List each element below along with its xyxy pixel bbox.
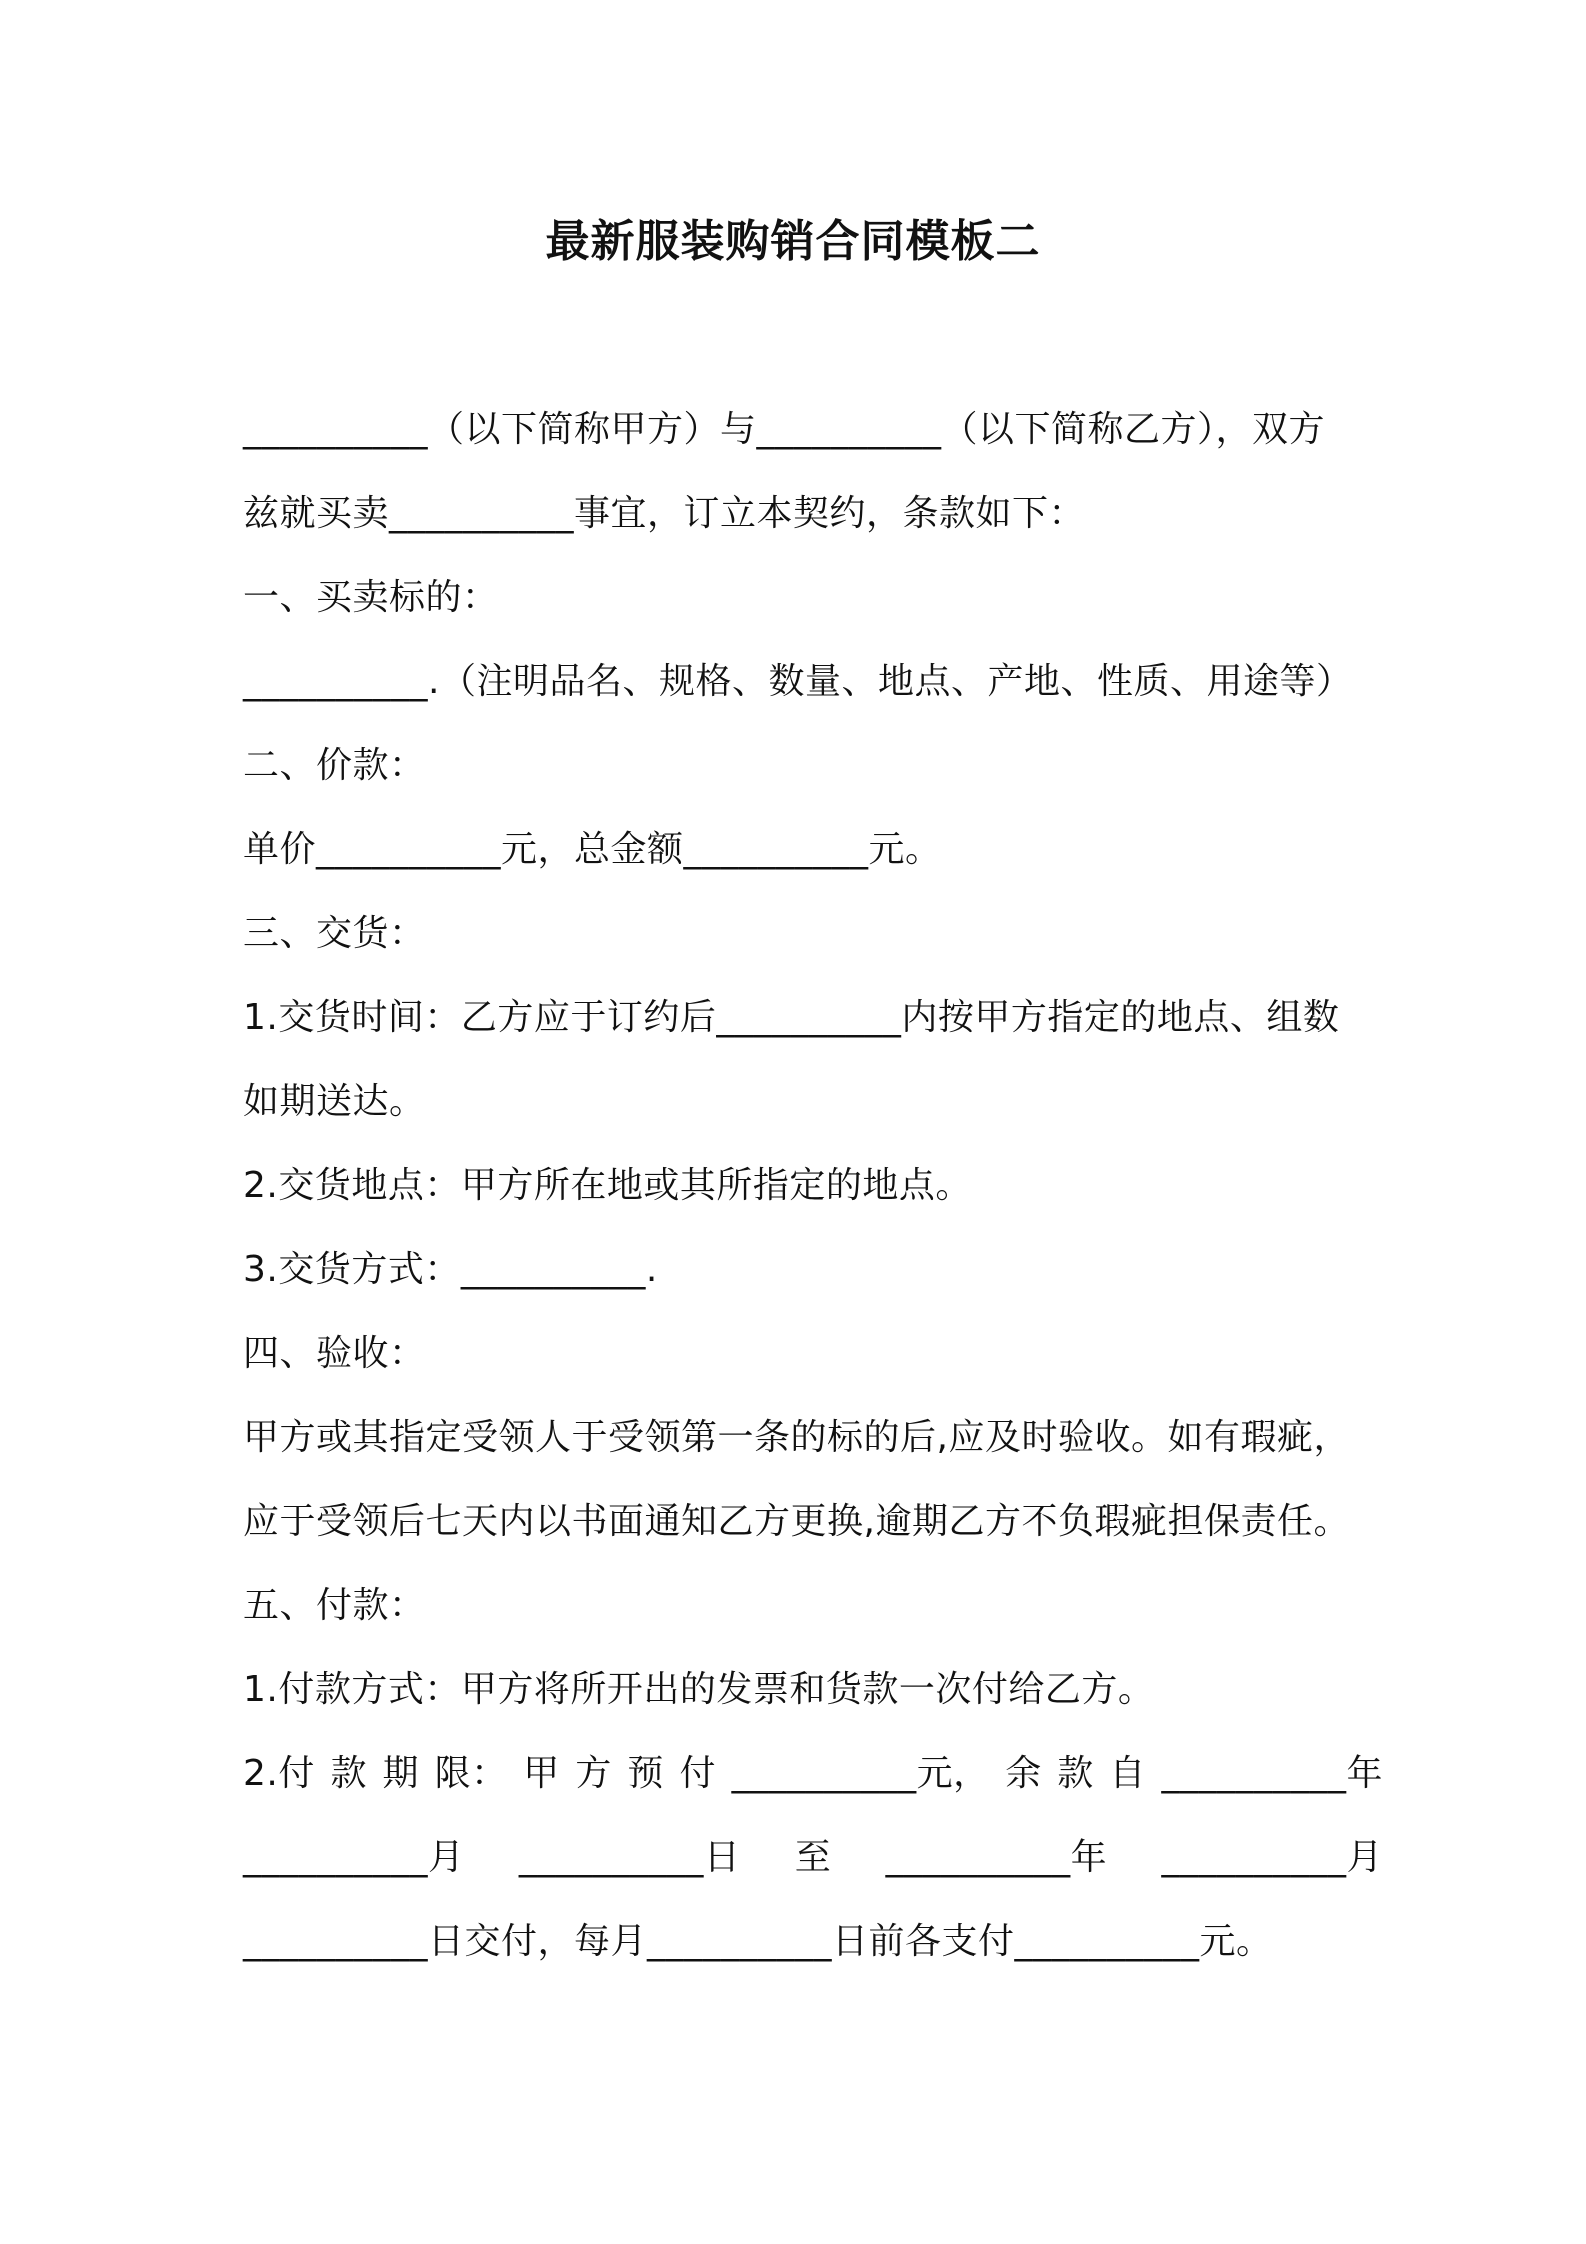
section-heading-inspection: 四、验收：: [243, 1333, 426, 1374]
document-title: 最新服装购销合同模板二: [545, 216, 1041, 267]
payment-term-segment: __________月: [1161, 1837, 1383, 1878]
payment-term-segment: 余: [1005, 1753, 1042, 1794]
payment-term-segment: 款: [330, 1753, 367, 1794]
paragraph-intro-line-2: 兹就买卖__________事宜，订立本契约，条款如下：: [243, 493, 1086, 534]
payment-term-segment: 至: [794, 1837, 832, 1878]
delivery-time-line-2: 如期送达。: [243, 1081, 426, 1122]
paragraph-intro-line-1: __________（以下简称甲方）与__________（以下简称乙方），双方: [243, 409, 1326, 450]
payment-term-segment: __________日: [518, 1837, 741, 1878]
delivery-time-line-1: 1.交货时间：乙方应于订约后__________内按甲方指定的地点、组数: [243, 997, 1340, 1038]
payment-term-segment: 限：: [434, 1753, 508, 1794]
payment-term-segment: 方: [575, 1753, 612, 1794]
payment-method-line: 1.付款方式：甲方将所开出的发票和货款一次付给乙方。: [243, 1669, 1155, 1710]
payment-term-segment: 自: [1109, 1753, 1146, 1794]
payment-term-segment: 预: [627, 1753, 664, 1794]
payment-term-segment: 甲: [523, 1753, 560, 1794]
delivery-method-line: 3.交货方式：__________.: [243, 1249, 658, 1290]
section-heading-price: 二、价款：: [243, 745, 426, 786]
payment-term-line-1: [243, 1750, 1383, 1798]
delivery-place-line: 2.交货地点：甲方所在地或其所指定的地点。: [243, 1165, 972, 1206]
payment-term-line-3: __________日交付，每月__________日前各支付__________元。: [243, 1921, 1273, 1962]
payment-term-segment: 2.付: [243, 1753, 315, 1794]
section-heading-delivery: 三、交货：: [243, 913, 426, 954]
payment-term-segment: 款: [1057, 1753, 1094, 1794]
inspection-line-2: 应于受领后七天内以书面通知乙方更换,逾期乙方不负瑕疵担保责任。: [243, 1501, 1350, 1542]
subject-line: __________.（注明品名、规格、数量、地点、产地、性质、用途等）: [243, 661, 1353, 702]
payment-term-segment: __________年: [1161, 1753, 1383, 1794]
payment-term-segment: 付: [679, 1753, 717, 1794]
section-heading-payment: 五、付款：: [243, 1585, 426, 1626]
payment-term-line-2: [243, 1834, 1383, 1882]
inspection-line-1: 甲方或其指定受领人于受领第一条的标的后,应及时验收。如有瑕疵，: [243, 1417, 1350, 1458]
payment-term-segment: __________元，: [731, 1753, 990, 1794]
payment-term-segment: 期: [382, 1753, 420, 1794]
price-line: 单价__________元，总金额__________元。: [243, 829, 942, 870]
payment-term-segment: __________年: [885, 1837, 1108, 1878]
section-heading-subject: 一、买卖标的：: [243, 577, 499, 618]
payment-term-segment: __________月: [243, 1837, 465, 1878]
